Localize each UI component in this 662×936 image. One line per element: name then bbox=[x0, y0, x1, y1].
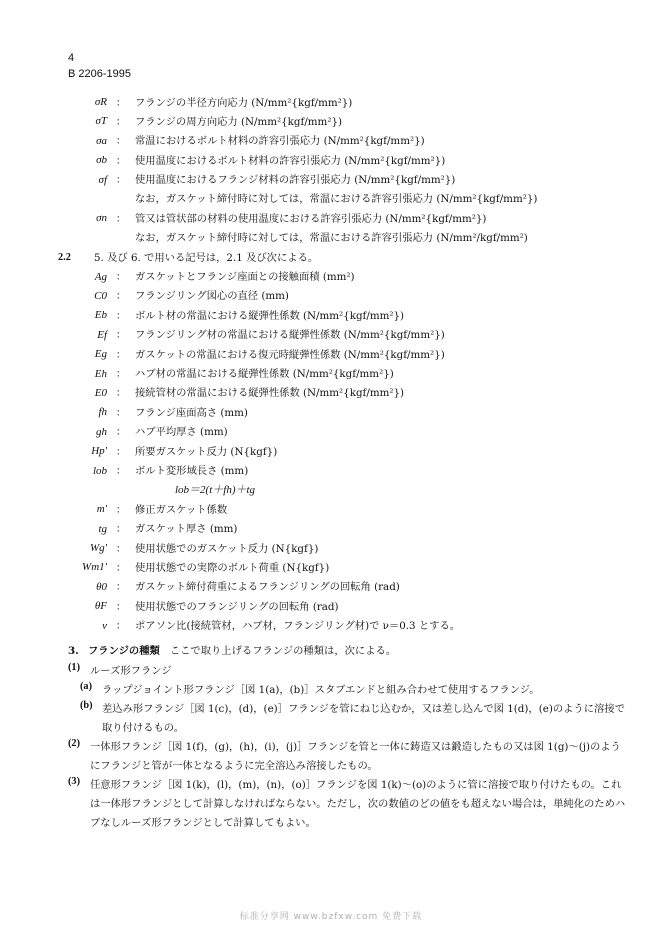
definition-row bbox=[60, 423, 620, 442]
formula-row bbox=[60, 481, 620, 500]
definition-row bbox=[60, 151, 620, 170]
symbol: σf bbox=[98, 173, 107, 186]
definition-row bbox=[60, 520, 620, 539]
page-number: 4 bbox=[68, 52, 75, 64]
definition-row bbox=[60, 112, 620, 131]
section-intro: ここで取り上げるフランジの種類は，次による。 bbox=[169, 644, 397, 657]
colon: ： bbox=[115, 406, 127, 419]
colon: ： bbox=[115, 348, 127, 361]
standard-number: B 2206-1995 bbox=[68, 68, 131, 80]
subsection-number: 2.2 bbox=[58, 251, 71, 263]
symbol: fh bbox=[98, 406, 107, 419]
definition-row bbox=[60, 132, 620, 151]
definition-row bbox=[60, 578, 620, 597]
definition-text: ガスケットの常温における復元時縦弾性係数 (N/mm²{kgf/mm²}) bbox=[135, 348, 445, 361]
definition-text: フランジリング材の常温における縦弾性係数 (N/mm²{kgf/mm²}) bbox=[135, 329, 445, 342]
section-heading bbox=[68, 640, 628, 662]
definition-text: 使用状態での実際のボルト荷重 (N{kgf}) bbox=[135, 561, 330, 574]
symbol: gh bbox=[96, 425, 107, 438]
symbol: Hp' bbox=[91, 445, 107, 458]
definition-row bbox=[60, 403, 620, 422]
definition-text: ポアソン比(接続管材，ハブ材，フランジリング材)で ν＝0.3 とする。 bbox=[135, 620, 461, 633]
symbol-definitions bbox=[60, 93, 620, 636]
definition-text: フランジの半径方向応力 (N/mm²{kgf/mm²}) bbox=[135, 96, 353, 109]
definition-row bbox=[60, 558, 620, 577]
symbol: m' bbox=[96, 503, 107, 516]
colon: ： bbox=[115, 523, 127, 536]
definition-text: 使用状態でのガスケット反力 (N{kgf}) bbox=[135, 542, 319, 555]
colon: ： bbox=[115, 135, 127, 148]
item-text: 一体形フランジ［図 1(f)，(g)，(h)，(i)，(j)］フランジを管と一体に鋳造又は鍛造したもの又は図 1(g)〜(j)のようにフランジと管が一体となるように完全溶込み溶接したもの。 bbox=[90, 741, 621, 772]
colon: ： bbox=[115, 620, 127, 633]
colon: ： bbox=[115, 212, 127, 225]
definition-text: ハブ平均厚さ (mm) bbox=[135, 426, 228, 439]
lob-formula: lob＝2(t＋fh)＋tg bbox=[175, 483, 256, 496]
item-text: ルーズ形フランジ bbox=[90, 665, 172, 677]
colon: ： bbox=[115, 271, 127, 284]
symbol: θ0 bbox=[96, 580, 107, 593]
definition-row bbox=[60, 461, 620, 480]
symbol: σn bbox=[96, 212, 107, 225]
symbol: Eh bbox=[94, 367, 107, 380]
colon: ： bbox=[115, 367, 127, 380]
item-label: (1) bbox=[68, 662, 81, 673]
definition-text: 使用温度におけるボルト材料の許容引張応力 (N/mm²{kgf/mm²}) bbox=[135, 154, 446, 167]
definition-text: フランジの周方向応力 (N/mm²{kgf/mm²}) bbox=[135, 115, 343, 128]
symbol: C0 bbox=[94, 290, 107, 302]
colon: ： bbox=[115, 115, 127, 128]
subsection-2-2 bbox=[58, 248, 620, 267]
definition-text: ボルト材の常温における縦弾性係数 (N/mm²{kgf/mm²}) bbox=[135, 309, 405, 322]
colon: ： bbox=[115, 174, 127, 187]
item-text: 差込み形フランジ［図 1(c)，(d)，(e)］フランジを管にねじ込むか，又は差し込んで図 1(d)，(e)のように溶接で取り付けるもの。 bbox=[102, 703, 625, 734]
colon: ： bbox=[115, 445, 127, 458]
symbol: tg bbox=[98, 522, 107, 535]
colon: ： bbox=[115, 154, 127, 167]
colon: ： bbox=[115, 600, 127, 613]
colon: ： bbox=[115, 426, 127, 439]
list-subitem bbox=[80, 700, 628, 738]
symbol: Eb bbox=[94, 309, 107, 322]
definition-row bbox=[60, 345, 620, 364]
symbol: ν bbox=[102, 619, 107, 632]
item-label: (a) bbox=[80, 681, 93, 692]
definition-note-row bbox=[60, 190, 620, 209]
item-label: (3) bbox=[68, 776, 81, 787]
definition-row bbox=[60, 539, 620, 558]
item-text: 任意形フランジ［図 1(k)，(l)，(m)，(n)，(o)］フランジを図 1(k)〜(o)のように管に溶接で取り付けたもの。これは一体形フランジとして計算しなければならない。ただし，次の数値のどの値をも超えない場合は，単純化のためハブなしルーズ形フランジとして計算してもよい。 bbox=[90, 779, 626, 829]
symbol: σa bbox=[96, 134, 107, 147]
definition-text: 管又は管状部の材料の使用温度における許容引張応力 (N/mm²{kgf/mm²}) bbox=[135, 212, 487, 225]
definition-row bbox=[60, 364, 620, 383]
section-number: 3. bbox=[68, 644, 79, 657]
definition-text: フランジリング図心の直径 (mm) bbox=[135, 290, 289, 303]
definition-text: ガスケット厚さ (mm) bbox=[135, 523, 238, 536]
symbol: lob bbox=[92, 464, 107, 477]
definition-text: 常温におけるボルト材料の許容引張応力 (N/mm²{kgf/mm²}) bbox=[135, 135, 425, 148]
definition-row bbox=[60, 287, 620, 306]
item-text: ラップジョイント形フランジ［図 1(a)，(b)］スタブエンドと組み合わせて使用するフランジ。 bbox=[102, 684, 540, 696]
section-title: フランジの種類 bbox=[88, 644, 160, 657]
colon: ： bbox=[115, 309, 127, 322]
definition-row bbox=[60, 500, 620, 519]
symbol: σT bbox=[95, 115, 107, 128]
definition-text: 使用状態でのフランジリングの回転角 (rad) bbox=[135, 600, 339, 613]
definition-row bbox=[60, 597, 620, 616]
definition-text: ガスケットとフランジ座面との接触面積 (mm²) bbox=[135, 271, 355, 284]
definition-row bbox=[60, 442, 620, 461]
colon: ： bbox=[115, 387, 127, 400]
symbol: σb bbox=[96, 154, 107, 167]
list-item bbox=[68, 738, 628, 776]
definition-text: 修正ガスケット係数 bbox=[135, 503, 228, 516]
definition-row bbox=[60, 617, 620, 636]
definition-text: ハブ材の常温における縦弾性係数 (N/mm²{kgf/mm²}) bbox=[135, 367, 394, 380]
definition-note: なお，ガスケット締付時に対しては，常温における許容引張応力 (N/mm²{kgf/mm²}) bbox=[135, 193, 538, 206]
symbol: Wm1' bbox=[82, 561, 107, 574]
definition-row bbox=[60, 268, 620, 287]
definition-row bbox=[60, 306, 620, 325]
colon: ： bbox=[115, 329, 127, 342]
definition-text: 使用温度におけるフランジ材料の許容引張応力 (N/mm²{kgf/mm²}) bbox=[135, 174, 456, 187]
list-subitem bbox=[80, 681, 628, 700]
definition-text: 所要ガスケット反力 (N{kgf}) bbox=[135, 445, 278, 458]
definition-row bbox=[60, 171, 620, 190]
list-item bbox=[68, 662, 628, 681]
definition-row bbox=[60, 209, 620, 228]
definition-note: なお，ガスケット締付時に対しては，常温における許容引張応力 (N/mm²/kgf/mm²) bbox=[135, 232, 528, 245]
section-3 bbox=[68, 640, 628, 833]
colon: ： bbox=[115, 581, 127, 594]
symbol: Wg' bbox=[89, 542, 107, 555]
definition-text: フランジ座面高さ (mm) bbox=[135, 406, 248, 419]
item-label: (2) bbox=[68, 738, 81, 749]
colon: ： bbox=[115, 561, 127, 574]
watermark-footer: 标准分享网 www.bzfxw.com 免费下载 bbox=[239, 912, 423, 922]
colon: ： bbox=[115, 503, 127, 516]
symbol: Eg bbox=[94, 348, 107, 361]
colon: ： bbox=[115, 542, 127, 555]
definition-row bbox=[60, 326, 620, 345]
colon: ： bbox=[115, 290, 127, 303]
definition-row bbox=[60, 93, 620, 112]
symbol: θF bbox=[94, 600, 107, 613]
colon: ： bbox=[115, 464, 127, 477]
subsection-text: 5. 及び 6. で用いる記号は，2.1 及び次による。 bbox=[94, 251, 319, 264]
symbol: Ag bbox=[94, 270, 107, 283]
symbol: σR bbox=[94, 96, 107, 109]
definition-note-row bbox=[60, 229, 620, 248]
symbol: E0 bbox=[94, 386, 107, 399]
colon: ： bbox=[115, 96, 127, 109]
definition-text: 接続管材の常温における縦弾性係数 (N/mm²{kgf/mm²}) bbox=[135, 387, 405, 400]
symbol: Ef bbox=[97, 328, 107, 341]
definition-text: ガスケット締付荷重によるフランジリングの回転角 (rad) bbox=[135, 581, 400, 594]
item-label: (b) bbox=[80, 700, 93, 711]
list-item bbox=[68, 776, 628, 833]
definition-row bbox=[60, 384, 620, 403]
definition-text: ボルト変形域長さ (mm) bbox=[135, 464, 249, 477]
